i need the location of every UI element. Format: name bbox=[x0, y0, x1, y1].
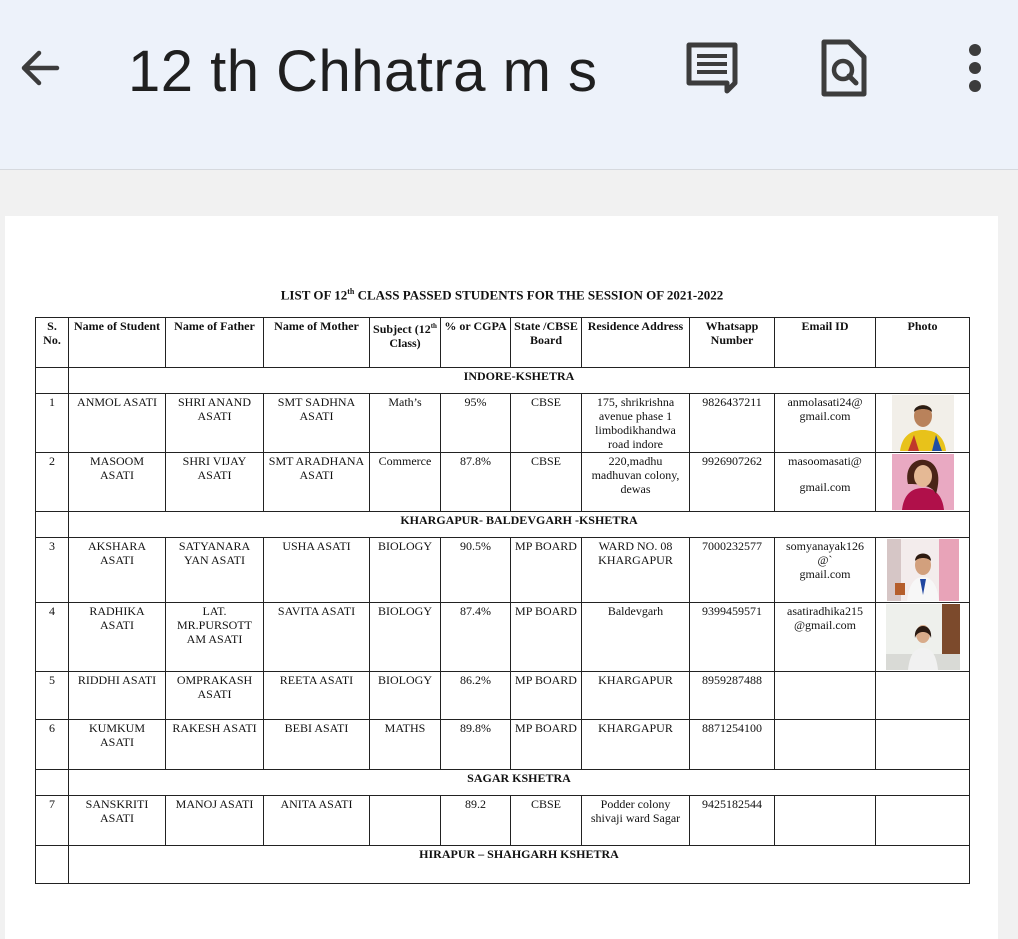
cell-address: 220,madhu madhuvan colony, dewas bbox=[582, 453, 690, 512]
cell-mother: REETA ASATI bbox=[264, 672, 370, 720]
cell-father: LAT. MR.PURSOTT AM ASATI bbox=[166, 603, 264, 672]
cell-subject: BIOLOGY bbox=[370, 672, 441, 720]
cell-email bbox=[775, 672, 876, 720]
cell-photo bbox=[876, 672, 970, 720]
app-bar bbox=[0, 0, 1018, 170]
cell-percent: 95% bbox=[441, 394, 511, 453]
section-label: INDORE-KSHETRA bbox=[69, 368, 970, 394]
email-part: masoomasati@ bbox=[788, 454, 862, 468]
cell-percent: 87.4% bbox=[441, 603, 511, 672]
cell-photo bbox=[876, 603, 970, 672]
cell-percent: 89.2 bbox=[441, 796, 511, 846]
header-sno: S. No. bbox=[36, 318, 69, 368]
section-label: KHARGAPUR- BALDEVGARH -KSHETRA bbox=[69, 512, 970, 538]
header-mother: Name of Mother bbox=[264, 318, 370, 368]
cell-mother: SMT SADHNA ASATI bbox=[264, 394, 370, 453]
section-gap-cell bbox=[36, 846, 69, 884]
cell-student: AKSHARA ASATI bbox=[69, 538, 166, 603]
cell-whatsapp: 9399459571 bbox=[690, 603, 775, 672]
cell-sno: 5 bbox=[36, 672, 69, 720]
heading-sup: th bbox=[347, 287, 355, 296]
header-subject bbox=[370, 318, 441, 368]
table-row bbox=[36, 720, 970, 770]
header-subject-text: Subject (12 bbox=[373, 322, 431, 336]
table-row bbox=[36, 672, 970, 720]
table-row bbox=[36, 453, 970, 512]
student-photo bbox=[892, 395, 954, 451]
header-board: State /CBSE Board bbox=[511, 318, 582, 368]
cell-father: SATYANARA YAN ASATI bbox=[166, 538, 264, 603]
section-row bbox=[36, 512, 970, 538]
cell-percent: 89.8% bbox=[441, 720, 511, 770]
header-whatsapp: Whatsapp Number bbox=[690, 318, 775, 368]
document-heading bbox=[0, 287, 1004, 303]
section-row bbox=[36, 846, 970, 884]
section-gap-cell bbox=[36, 770, 69, 796]
cell-student: RIDDHI ASATI bbox=[69, 672, 166, 720]
header-percent: % or CGPA bbox=[441, 318, 511, 368]
cell-whatsapp: 8959287488 bbox=[690, 672, 775, 720]
email-part: gmail.com bbox=[799, 567, 851, 581]
cell-percent: 90.5% bbox=[441, 538, 511, 603]
section-label: HIRAPUR – SHAHGARH KSHETRA bbox=[69, 846, 970, 884]
cell-father: SHRI VIJAY ASATI bbox=[166, 453, 264, 512]
table-row bbox=[36, 603, 970, 672]
cell-subject: BIOLOGY bbox=[370, 603, 441, 672]
table-row bbox=[36, 394, 970, 453]
cell-father: SHRI ANAND ASATI bbox=[166, 394, 264, 453]
cell-board: MP BOARD bbox=[511, 720, 582, 770]
cell-board: CBSE bbox=[511, 453, 582, 512]
students-table bbox=[35, 317, 970, 884]
cell-whatsapp: 7000232577 bbox=[690, 538, 775, 603]
cell-photo bbox=[876, 796, 970, 846]
back-arrow-icon[interactable] bbox=[14, 42, 66, 94]
heading-part: CLASS PASSED STUDENTS FOR THE SESSION OF 2021-2022 bbox=[354, 287, 724, 303]
cell-board: MP BOARD bbox=[511, 672, 582, 720]
cell-email bbox=[775, 796, 876, 846]
cell-subject bbox=[370, 796, 441, 846]
cell-address: KHARGAPUR bbox=[582, 672, 690, 720]
cell-mother: USHA ASATI bbox=[264, 538, 370, 603]
cell-photo bbox=[876, 453, 970, 512]
cell-student: KUMKUM ASATI bbox=[69, 720, 166, 770]
heading-part: LIST OF 12 bbox=[280, 287, 348, 303]
cell-mother: ANITA ASATI bbox=[264, 796, 370, 846]
header-photo: Photo bbox=[876, 318, 970, 368]
more-vert-icon[interactable] bbox=[950, 36, 1000, 100]
cell-sno: 1 bbox=[36, 394, 69, 453]
cell-board: MP BOARD bbox=[511, 538, 582, 603]
cell-address: KHARGAPUR bbox=[582, 720, 690, 770]
header-address: Residence Address bbox=[582, 318, 690, 368]
cell-address: WARD NO. 08 KHARGAPUR bbox=[582, 538, 690, 603]
table-row bbox=[36, 796, 970, 846]
cell-student: SANSKRITI ASATI bbox=[69, 796, 166, 846]
document-title: 12 th Chhatra m s bbox=[128, 39, 598, 104]
cell-sno: 7 bbox=[36, 796, 69, 846]
email-part: anmolasati24@ bbox=[787, 395, 863, 409]
cell-address: Baldevgarh bbox=[582, 603, 690, 672]
cell-subject: MATHS bbox=[370, 720, 441, 770]
header-subject-sup: th bbox=[430, 322, 437, 330]
cell-address: Podder colony shivaji ward Sagar bbox=[582, 796, 690, 846]
cell-subject: BIOLOGY bbox=[370, 538, 441, 603]
cell-student: ANMOL ASATI bbox=[69, 394, 166, 453]
comment-icon[interactable] bbox=[680, 36, 744, 100]
cell-subject: Commerce bbox=[370, 453, 441, 512]
header-father: Name of Father bbox=[166, 318, 264, 368]
header-email: Email ID bbox=[775, 318, 876, 368]
student-photo bbox=[892, 454, 954, 510]
cell-photo bbox=[876, 538, 970, 603]
cell-mother: BEBI ASATI bbox=[264, 720, 370, 770]
cell-mother: SMT ARADHANA ASATI bbox=[264, 453, 370, 512]
cell-whatsapp: 9926907262 bbox=[690, 453, 775, 512]
cell-sno: 2 bbox=[36, 453, 69, 512]
student-photo bbox=[887, 539, 959, 601]
cell-father: OMPRAKASH ASATI bbox=[166, 672, 264, 720]
cell-whatsapp: 9826437211 bbox=[690, 394, 775, 453]
header-subject-text: Class) bbox=[389, 336, 421, 350]
cell-percent: 87.8% bbox=[441, 453, 511, 512]
cell-student: MASOOM ASATI bbox=[69, 453, 166, 512]
cell-photo bbox=[876, 394, 970, 453]
cell-photo bbox=[876, 720, 970, 770]
header-student: Name of Student bbox=[69, 318, 166, 368]
cell-email bbox=[775, 538, 876, 603]
student-photo bbox=[886, 604, 960, 670]
section-gap-cell bbox=[36, 512, 69, 538]
cell-address: 175, shrikrishna avenue phase 1 limbodikhandwa road indore bbox=[582, 394, 690, 453]
email-part: somyanayak126 @` bbox=[786, 539, 864, 567]
cell-board: MP BOARD bbox=[511, 603, 582, 672]
cell-sno: 4 bbox=[36, 603, 69, 672]
email-part: gmail.com bbox=[799, 480, 851, 494]
cell-sno: 6 bbox=[36, 720, 69, 770]
cell-whatsapp: 8871254100 bbox=[690, 720, 775, 770]
cell-email bbox=[775, 394, 876, 453]
cell-email bbox=[775, 453, 876, 512]
cell-email: asatiradhika215 @gmail.com bbox=[775, 603, 876, 672]
section-row bbox=[36, 770, 970, 796]
table-header-row bbox=[36, 318, 970, 368]
cell-percent: 86.2% bbox=[441, 672, 511, 720]
cell-board: CBSE bbox=[511, 796, 582, 846]
section-label: SAGAR KSHETRA bbox=[69, 770, 970, 796]
section-row bbox=[36, 368, 970, 394]
section-gap-cell bbox=[36, 368, 69, 394]
email-part: gmail.com bbox=[799, 409, 851, 423]
cell-sno: 3 bbox=[36, 538, 69, 603]
find-in-page-icon[interactable] bbox=[814, 36, 874, 100]
cell-whatsapp: 9425182544 bbox=[690, 796, 775, 846]
cell-mother: SAVITA ASATI bbox=[264, 603, 370, 672]
table-row bbox=[36, 538, 970, 603]
cell-father: RAKESH ASATI bbox=[166, 720, 264, 770]
cell-student: RADHIKA ASATI bbox=[69, 603, 166, 672]
cell-board: CBSE bbox=[511, 394, 582, 453]
cell-subject: Math’s bbox=[370, 394, 441, 453]
cell-email bbox=[775, 720, 876, 770]
cell-father: MANOJ ASATI bbox=[166, 796, 264, 846]
